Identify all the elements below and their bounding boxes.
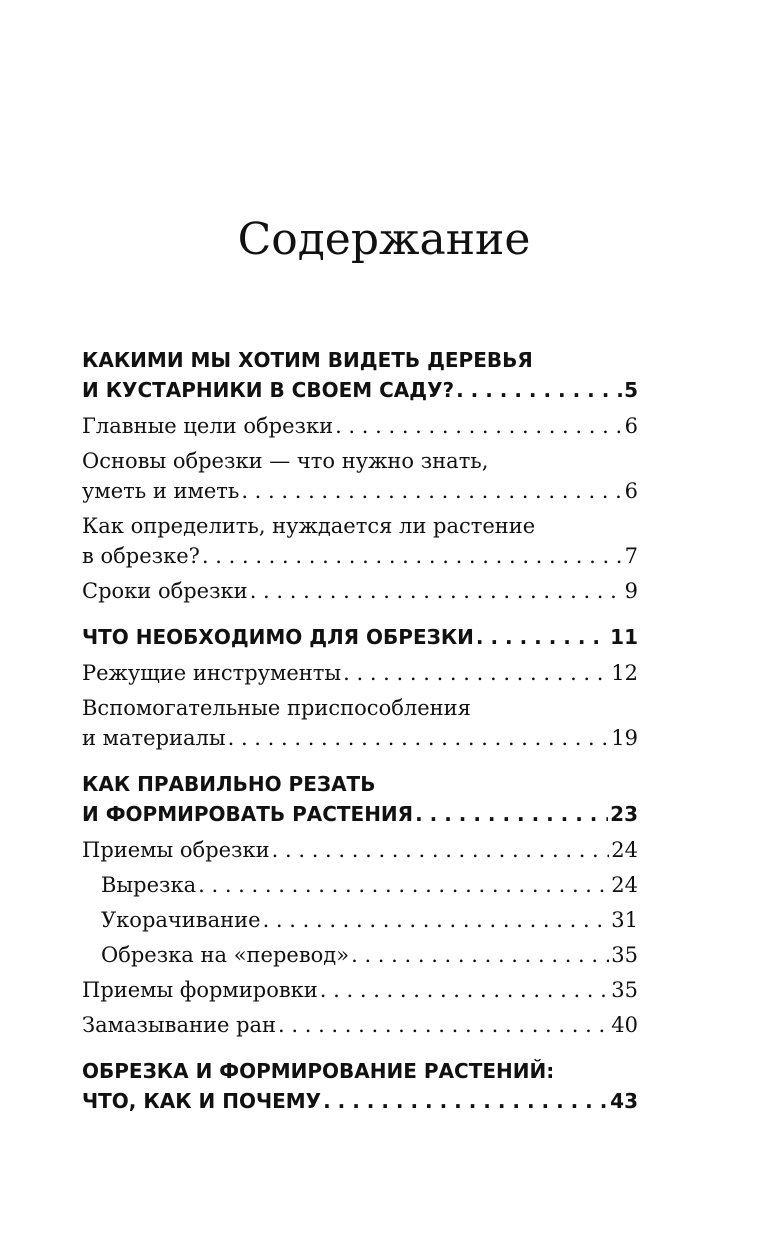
section-heading[interactable] (82, 622, 638, 652)
entry-line (82, 411, 638, 441)
toc-entry[interactable] (82, 446, 638, 506)
page-number: 24 (611, 873, 638, 897)
entry-line (82, 1086, 638, 1116)
entry-title: Замазывание ран (82, 1013, 277, 1037)
entry-title: ЧТО НЕОБХОДИМО ДЛЯ ОБРЕЗКИ (82, 625, 474, 649)
page-number: 12 (611, 661, 638, 685)
entry-title: Приемы обрезки (82, 838, 270, 862)
entry-line (82, 375, 638, 405)
entry-title: в обрезке? (82, 544, 200, 568)
page-number: 23 (610, 802, 638, 826)
entry-title: И КУСТАРНИКИ В СВОЕМ САДУ? (82, 378, 455, 402)
entry-line (82, 799, 638, 829)
entry-title: ОБРЕЗКА И ФОРМИРОВАНИЕ РАСТЕНИЙ: (82, 1059, 555, 1083)
toc-section (82, 1056, 638, 1116)
page-number: 11 (610, 625, 638, 649)
dot-leader (335, 411, 623, 441)
entry-line (82, 1010, 638, 1040)
page-number: 6 (624, 479, 638, 503)
entry-title: Как определить, нуждается ли растение (82, 514, 536, 538)
entry-line (82, 541, 638, 571)
page-number: 7 (624, 544, 638, 568)
entry-line (82, 476, 638, 506)
toc-entry[interactable] (82, 658, 638, 688)
toc-section (82, 622, 638, 753)
entry-line (101, 940, 638, 970)
toc-section (82, 769, 638, 1040)
entry-title: Обрезка на «перевод» (101, 943, 350, 967)
dot-leader (351, 940, 609, 970)
entry-title: Сроки обрезки (82, 579, 248, 603)
page-number: 6 (624, 414, 638, 438)
toc-entry[interactable] (82, 975, 638, 1005)
entry-line (82, 622, 638, 652)
entry-line (82, 576, 638, 606)
entry-title: ЧТО, КАК И ПОЧЕМУ (82, 1089, 322, 1113)
entry-line (82, 769, 638, 799)
entry-line (82, 345, 638, 375)
dot-leader (272, 835, 610, 865)
toc-entry[interactable] (82, 411, 638, 441)
entry-line (101, 870, 638, 900)
dot-leader (241, 476, 622, 506)
dot-leader (278, 1010, 609, 1040)
toc-entry[interactable] (82, 693, 638, 753)
entry-title: Приемы формировки (82, 978, 318, 1002)
table-of-contents (82, 345, 638, 1132)
dot-leader (263, 905, 610, 935)
entry-title: Укорачивание (101, 908, 261, 932)
entry-title: Режущие инструменты (82, 661, 342, 685)
dot-leader (202, 541, 623, 571)
entry-line (82, 446, 638, 476)
dot-leader (198, 870, 609, 900)
toc-entry[interactable] (82, 835, 638, 865)
toc-subentry[interactable] (82, 940, 638, 970)
toc-section (82, 345, 638, 606)
entry-title: КАКИМИ МЫ ХОТИМ ВИДЕТЬ ДЕРЕВЬЯ (82, 348, 533, 372)
entry-line (82, 975, 638, 1005)
page-number: 31 (611, 908, 638, 932)
dot-leader (456, 375, 622, 405)
section-heading[interactable] (82, 1056, 638, 1116)
toc-entry[interactable] (82, 511, 638, 571)
page-number: 24 (611, 838, 638, 862)
entry-title: Главные цели обрезки (82, 414, 334, 438)
entry-title: и материалы (82, 726, 226, 750)
toc-entry[interactable] (82, 1010, 638, 1040)
entry-title: И ФОРМИРОВАТЬ РАСТЕНИЯ (82, 802, 414, 826)
toc-entry[interactable] (82, 576, 638, 606)
entry-line (82, 658, 638, 688)
page-title: Содержание (237, 214, 531, 265)
dot-leader (343, 658, 609, 688)
page-number: 35 (611, 943, 638, 967)
dot-leader (323, 1086, 608, 1116)
dot-leader (250, 576, 623, 606)
entry-line (82, 835, 638, 865)
entry-title: Основы обрезки — что нужно знать, (82, 449, 489, 473)
dot-leader (476, 622, 608, 652)
entry-title: Вырезка (101, 873, 197, 897)
entry-title: Вспомогательные приспособления (82, 696, 471, 720)
entry-title: уметь и иметь (82, 479, 240, 503)
page-number: 35 (611, 978, 638, 1002)
entry-line (101, 905, 638, 935)
toc-subentry[interactable] (82, 870, 638, 900)
section-heading[interactable] (82, 345, 638, 405)
page-number: 5 (624, 378, 638, 402)
entry-line (82, 1056, 638, 1086)
dot-leader (320, 975, 609, 1005)
section-heading[interactable] (82, 769, 638, 829)
entry-title: КАК ПРАВИЛЬНО РЕЗАТЬ (82, 772, 376, 796)
toc-subentry[interactable] (82, 905, 638, 935)
dot-leader (228, 723, 610, 753)
page-number: 9 (624, 579, 638, 603)
entry-line (82, 693, 638, 723)
page-number: 40 (611, 1013, 638, 1037)
entry-line (82, 511, 638, 541)
page-number: 19 (611, 726, 638, 750)
entry-line (82, 723, 638, 753)
page-number: 43 (610, 1089, 638, 1113)
dot-leader (415, 799, 608, 829)
